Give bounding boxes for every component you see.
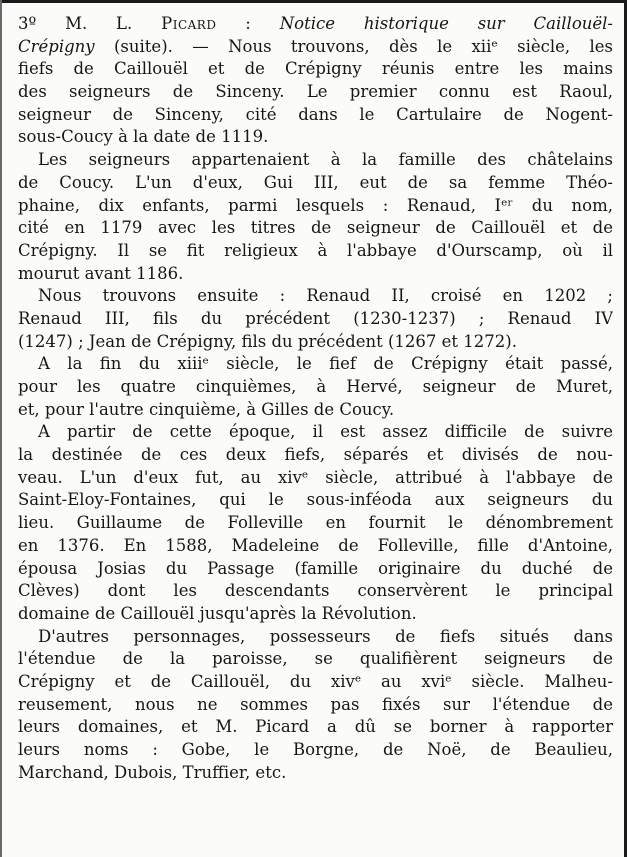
text-segment: phaine, dix enfants, parmi lesquels : Renaud, Iᵉʳ du nom,	[18, 195, 613, 215]
text-line	[18, 626, 613, 649]
text-line	[18, 467, 613, 490]
text-line	[18, 512, 613, 535]
text-line	[18, 263, 613, 286]
text-line	[18, 671, 613, 694]
text-line	[18, 603, 613, 626]
scan-edge-left	[0, 0, 2, 857]
text-segment: en 1376. En 1588, Madeleine de Folleville, fille d'Antoine,	[18, 535, 613, 555]
text-line	[18, 694, 613, 717]
text-segment: et, pour l'autre cinquième, à Gilles de Coucy.	[18, 399, 395, 419]
text-line	[18, 353, 613, 376]
text-segment: épousa Josias du Passage (famille originaire du duché de	[18, 558, 613, 578]
text-segment: fiefs de Caillouël et de Crépigny réunis entre les mains	[18, 59, 613, 79]
text-segment: des seigneurs de Sinceny. Le premier connu est Raoul,	[18, 82, 613, 102]
text-segment: :	[216, 14, 280, 33]
notice-text	[18, 13, 613, 784]
text-segment: mourut avant 1186.	[18, 263, 184, 283]
text-line	[18, 126, 613, 149]
text-line	[18, 149, 613, 172]
text-line	[18, 217, 613, 240]
text-line	[18, 739, 613, 762]
text-segment: A partir de cette époque, il est assez difficile de suivre	[38, 422, 613, 442]
text-segment: lieu. Guillaume de Folleville en fournit le dénombrement	[18, 513, 613, 533]
text-segment: 3º M. L.	[18, 14, 162, 33]
text-line	[18, 81, 613, 104]
title-text: Notice historique sur Caillouël-	[279, 14, 613, 33]
text-line	[18, 444, 613, 467]
text-line	[18, 195, 613, 218]
text-segment: Crépigny. Il se fit religieux à l'abbaye d'Ourscamp, où il	[18, 240, 613, 260]
text-line	[18, 558, 613, 581]
text-segment: (1247) ; Jean de Crépigny, fils du précédent (1267 et 1272).	[18, 331, 517, 351]
text-line	[18, 172, 613, 195]
text-segment: Renaud III, fils du précédent (1230-1237) ; Renaud IV	[18, 308, 613, 328]
text-line	[18, 58, 613, 81]
text-line	[18, 716, 613, 739]
text-segment: sous-Coucy à la date de 1119.	[18, 127, 269, 147]
text-line	[18, 535, 613, 558]
text-line	[18, 648, 613, 671]
text-segment: de Coucy. L'un d'eux, Gui III, eut de sa femme Théo-	[18, 172, 613, 192]
paragraph	[18, 626, 613, 785]
text-line	[18, 104, 613, 127]
text-line	[18, 36, 613, 59]
text-segment: Les seigneurs appartenaient à la famille des châtelains	[38, 150, 613, 170]
paragraph	[18, 353, 613, 421]
text-segment: A la fin du xiiiᵉ siècle, le fief de Crépigny était passé,	[38, 354, 613, 374]
text-segment: Crépigny et de Caillouël, du xivᵉ au xviᵉ siècle. Malheu-	[18, 671, 613, 691]
text-segment: Clèves) dont les descendants conservèrent le principal	[18, 581, 613, 601]
text-line	[18, 421, 613, 444]
text-segment: Saint-Eloy-Fontaines, qui le sous-inféoda aux seigneurs du	[18, 490, 613, 510]
text-segment: Nous trouvons ensuite : Renaud II, croisé en 1202 ;	[38, 286, 613, 306]
text-segment: domaine de Caillouël jusqu'après la Révolution.	[18, 603, 417, 623]
text-line	[18, 762, 613, 785]
text-line	[18, 399, 613, 422]
paragraph	[18, 285, 613, 353]
paragraph	[18, 13, 613, 149]
text-segment: reusement, nous ne sommes pas fixés sur l'étendue de	[18, 694, 613, 714]
text-line	[18, 285, 613, 308]
text-segment: leurs noms : Gobe, le Borgne, de Noë, de Beaulieu,	[18, 740, 613, 759]
text-segment: leurs domaines, et M. Picard a dû se borner à rapporter	[18, 717, 613, 737]
paragraph	[18, 149, 613, 285]
text-line	[18, 308, 613, 331]
text-segment: D'autres personnages, possesseurs de fiefs situés dans	[38, 626, 613, 646]
title-text: Crépigny	[18, 36, 95, 56]
text-segment: cité en 1179 avec les titres de seigneur de Caillouël et de	[18, 218, 613, 238]
text-line	[18, 240, 613, 263]
text-segment: la destinée de ces deux fiefs, séparés et divisés de nou-	[18, 445, 613, 465]
author-name: Picard	[161, 14, 217, 33]
text-line	[18, 331, 613, 354]
text-segment: Marchand, Dubois, Truffier, etc.	[18, 762, 287, 782]
text-segment: (suite). — Nous trouvons, dès le xiiᵉ siècle, les	[94, 36, 613, 56]
text-line	[18, 13, 613, 36]
scan-edge-top	[0, 0, 627, 3]
text-line	[18, 580, 613, 603]
text-segment: pour les quatre cinquièmes, à Hervé, seigneur de Muret,	[18, 377, 613, 396]
text-line	[18, 376, 613, 399]
text-line	[18, 489, 613, 512]
paragraph	[18, 421, 613, 625]
text-segment: l'étendue de la paroisse, se qualifièrent seigneurs de	[18, 649, 613, 669]
text-segment: seigneur de Sinceny, cité dans le Cartulaire de Nogent-	[18, 104, 613, 124]
text-segment: veau. L'un d'eux fut, au xivᵉ siècle, attribué à l'abbaye de	[18, 467, 613, 487]
